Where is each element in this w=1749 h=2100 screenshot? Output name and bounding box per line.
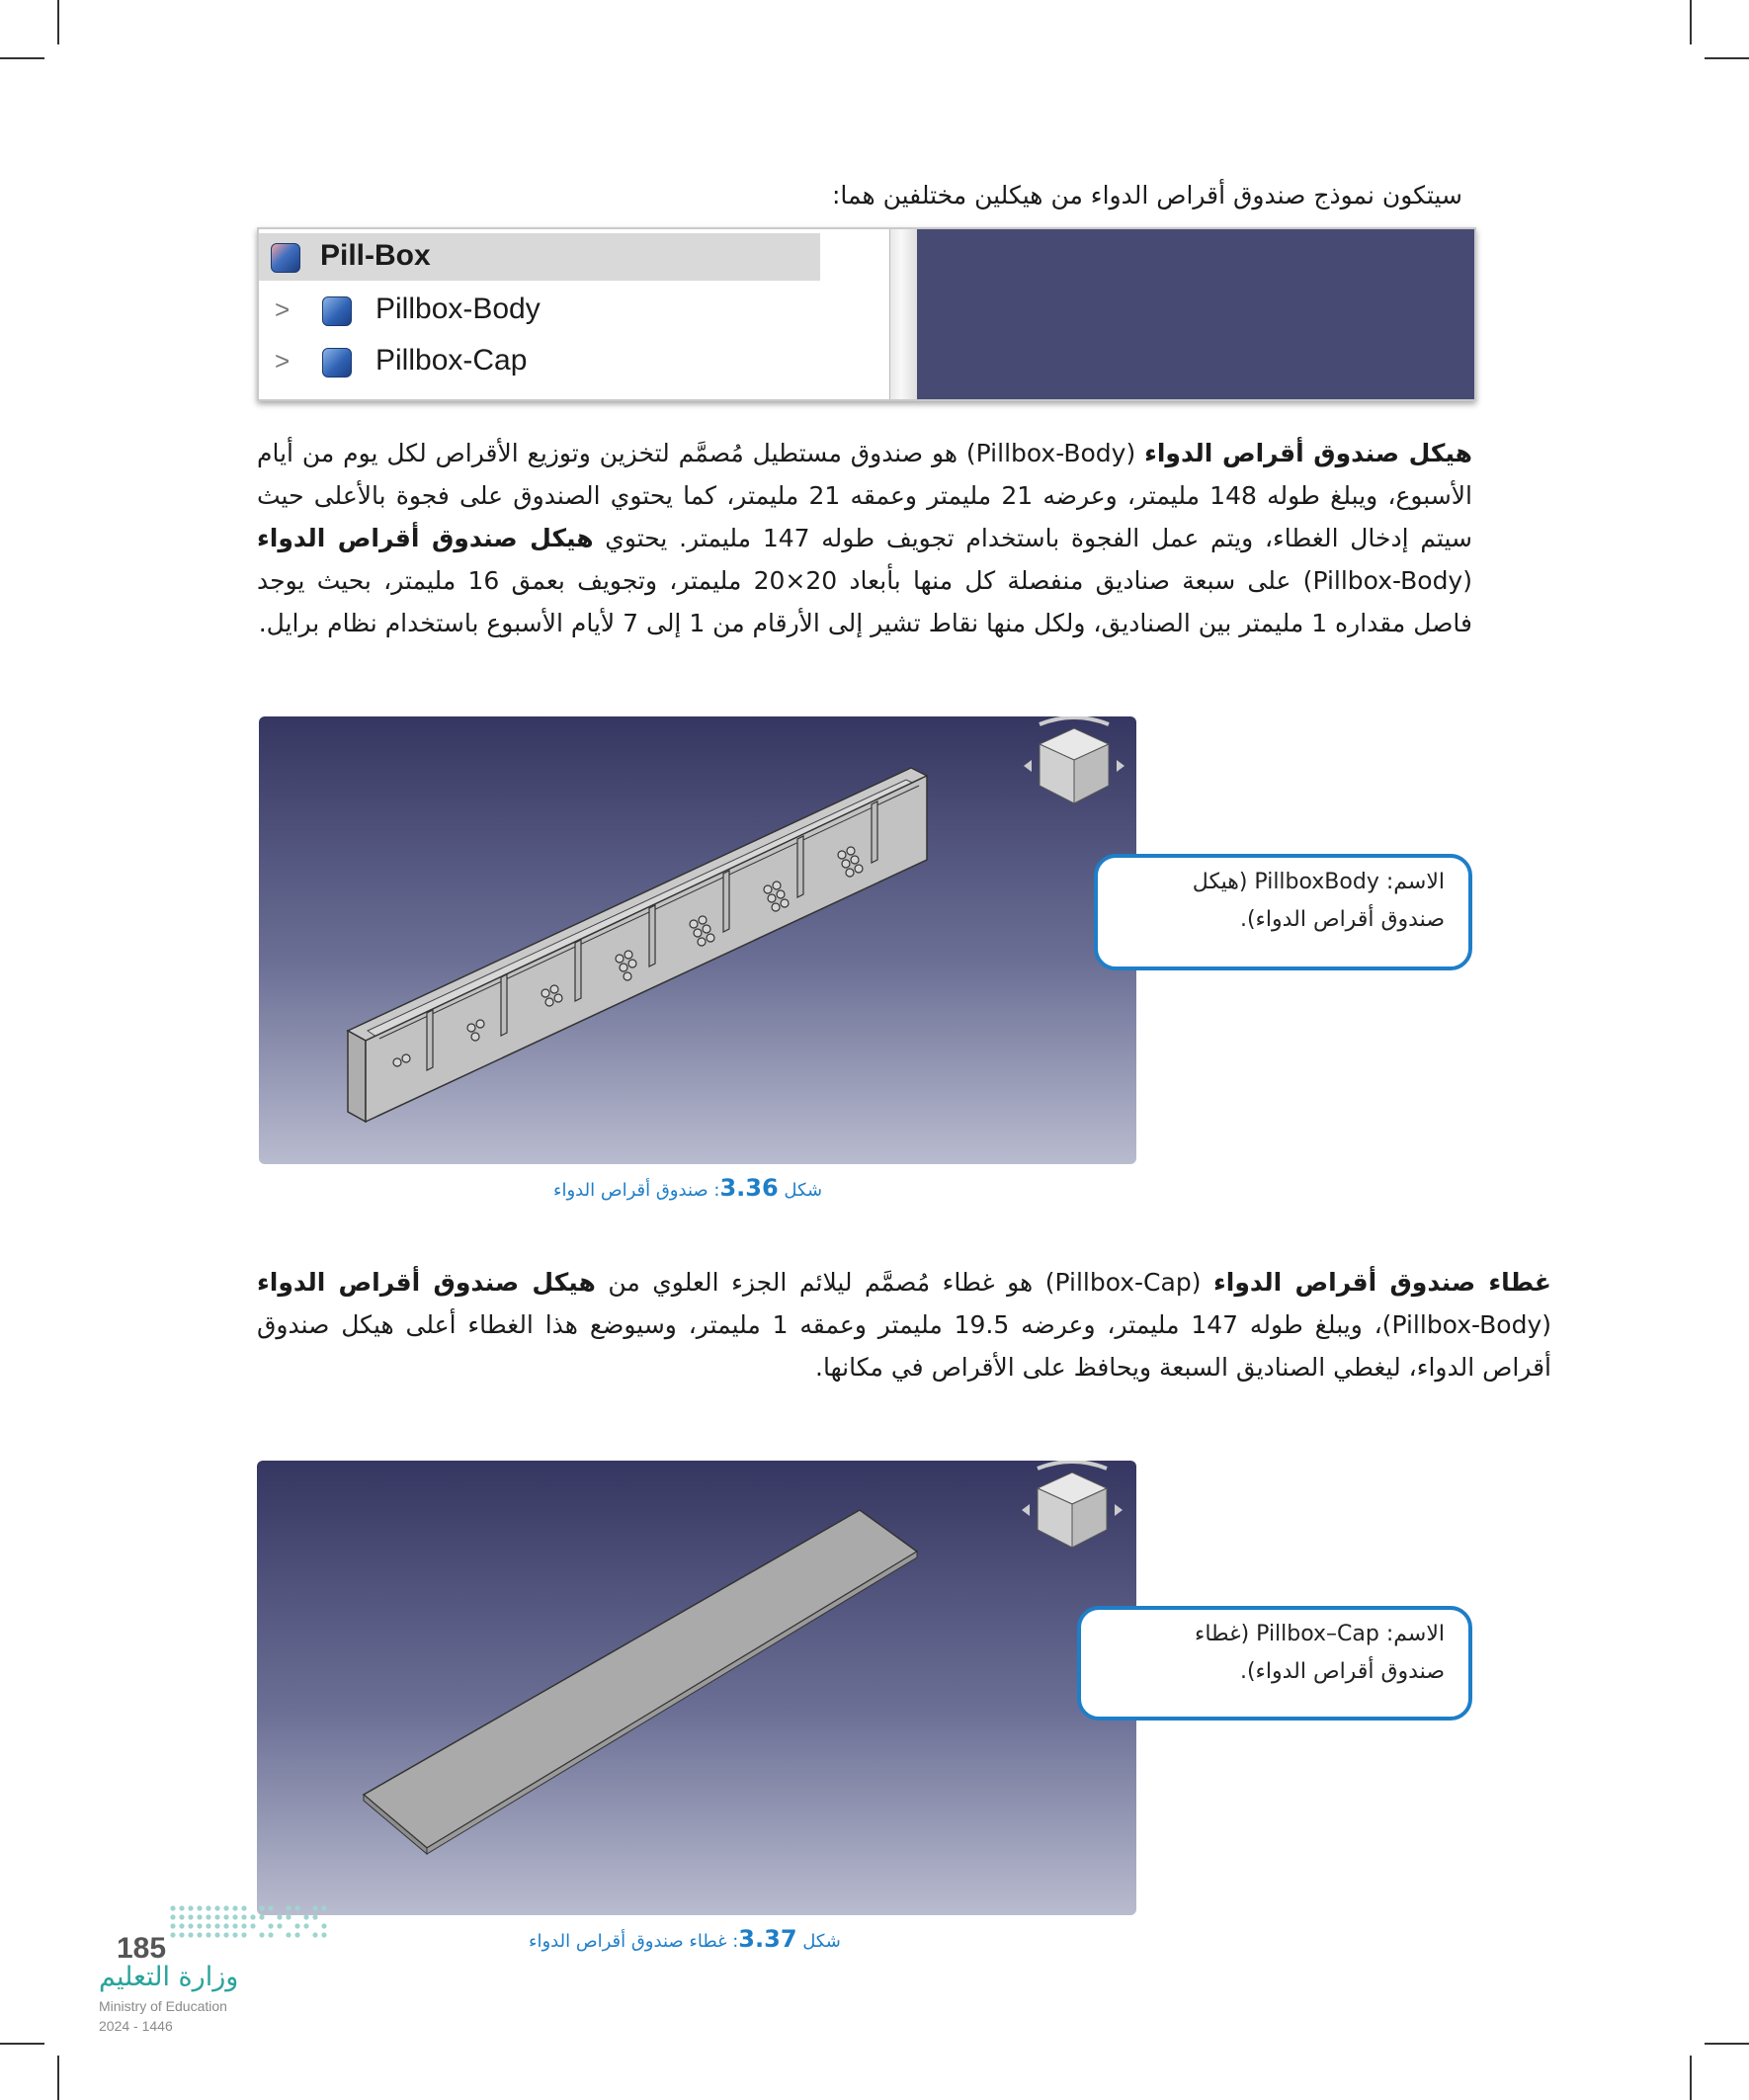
tree-item-label: Pill-Box: [320, 239, 431, 272]
tree-item-pillbox-cap[interactable]: [259, 338, 872, 385]
logo-dot: [241, 1932, 246, 1937]
logo-dot: [223, 1905, 228, 1910]
pillbox-cap-model: [257, 1461, 1136, 1915]
term-bold: هيكل صندوق أقراص الدواء: [257, 1268, 596, 1297]
part-icon: [271, 243, 300, 273]
crop-mark: [0, 2043, 44, 2045]
logo-dot: [241, 1923, 246, 1928]
logo-dot: [286, 1914, 291, 1919]
logo-dot: [223, 1914, 228, 1919]
braille-dot: [847, 847, 855, 855]
braille-dot: [402, 1054, 410, 1062]
braille-dot: [624, 972, 631, 980]
logo-dot: [188, 1905, 193, 1910]
logo-dot: [214, 1923, 219, 1928]
logo-dot: [197, 1905, 202, 1910]
splitter-handle[interactable]: [889, 229, 919, 399]
logo-dot: [170, 1923, 175, 1928]
logo-dot: [170, 1905, 175, 1910]
braille-dot: [851, 856, 859, 864]
tree-item-label: Pillbox-Cap: [375, 344, 528, 377]
term-bold: هيكل صندوق أقراص الدواء: [257, 524, 594, 552]
braille-dot: [842, 860, 850, 868]
caption-text: : صندوق أقراص الدواء: [553, 1180, 720, 1201]
braille-dot: [699, 916, 707, 924]
ministry-name-en: Ministry of Education: [99, 1998, 227, 2014]
logo-dot: [197, 1923, 202, 1928]
braille-dot: [550, 985, 558, 993]
chevron-right-icon[interactable]: >: [275, 346, 291, 376]
logo-dot: [214, 1914, 219, 1919]
braille-dot: [694, 929, 702, 937]
logo-dot: [286, 1905, 291, 1910]
logo-dot: [250, 1914, 255, 1919]
caption-prefix: شكل: [778, 1180, 823, 1201]
name-callout-body: [1094, 854, 1472, 970]
logo-dot: [303, 1914, 308, 1919]
braille-dot: [467, 1024, 475, 1032]
braille-dot: [772, 903, 780, 911]
crop-mark: [1690, 0, 1692, 44]
logo-dot: [170, 1914, 175, 1919]
braille-dot: [781, 899, 789, 907]
logo-dot: [214, 1905, 219, 1910]
crop-mark: [57, 2056, 59, 2100]
braille-dot: [625, 951, 632, 959]
intro-text: سيتكون نموذج صندوق أقراص الدواء من هيكلين مختلفين هما:: [831, 181, 1462, 210]
logo-dot: [179, 1914, 184, 1919]
tree-list: [259, 229, 889, 399]
callout-line: الاسم: PillboxBody (هيكل: [1192, 870, 1445, 894]
logo-dot: [321, 1932, 326, 1937]
property-pane: [917, 229, 1474, 399]
term-bold: هيكل صندوق أقراص الدواء: [1144, 439, 1472, 467]
logo-dot: [188, 1923, 193, 1928]
figure-number: 3.36: [719, 1174, 779, 1202]
tree-item-pill-box[interactable]: [259, 233, 820, 281]
navigation-cube-icon[interactable]: [1018, 1461, 1126, 1569]
paragraph-text: (Pillbox-Body)، ويبلغ طوله 147 مليمتر، وعرضه 19.5 مليمتر وعمقه 1 مليمتر، وسيوضع هذا الغطاء أعلى هيكل صندوق أقراص الدواء، ليغطي الصناديق السبعة ويحافظ على الأقراص في مكانها.: [257, 1310, 1552, 1382]
navigation-cube-icon[interactable]: [1020, 716, 1128, 825]
logo-dot: [321, 1923, 326, 1928]
body-icon: [322, 296, 352, 326]
logo-dot: [214, 1932, 219, 1937]
logo-dot: [268, 1923, 273, 1928]
braille-dot: [777, 890, 785, 898]
logo-dot: [206, 1923, 210, 1928]
braille-dot: [764, 885, 772, 893]
crop-mark: [0, 57, 44, 59]
logo-dot: [259, 1914, 264, 1919]
page-number: 185: [117, 1932, 167, 1965]
logo-dot: [188, 1914, 193, 1919]
braille-dot: [554, 994, 562, 1002]
logo-dot: [294, 1923, 299, 1928]
logo-dot: [321, 1905, 326, 1910]
braille-dot: [707, 934, 714, 942]
braille-dot: [855, 865, 863, 873]
braille-dot: [703, 925, 710, 933]
tree-view-panel: [257, 227, 1476, 401]
logo-dot: [223, 1923, 228, 1928]
braille-dot: [545, 998, 553, 1006]
logo-dot: [232, 1932, 237, 1937]
callout-line: الاسم: Pillbox–Cap (غطاء: [1194, 1622, 1445, 1646]
logo-dot: [241, 1905, 246, 1910]
logo-dot: [259, 1905, 264, 1910]
braille-dot: [471, 1033, 479, 1041]
braille-dot: [620, 964, 627, 971]
crop-mark: [1690, 2056, 1692, 2100]
braille-dot: [846, 869, 854, 877]
logo-dot: [250, 1923, 255, 1928]
pillbox-body-model: [259, 716, 1136, 1164]
callout-line: صندوق أقراص الدواء).: [1239, 1659, 1445, 1684]
logo-dot: [206, 1905, 210, 1910]
logo-dot: [232, 1923, 237, 1928]
chevron-right-icon[interactable]: >: [275, 294, 291, 324]
braille-dot: [768, 894, 776, 902]
braille-dot: [476, 1020, 484, 1028]
logo-dot: [206, 1914, 210, 1919]
logo-dot: [294, 1905, 299, 1910]
logo-dot: [188, 1932, 193, 1937]
logo-dot: [197, 1914, 202, 1919]
caption-text: : غطاء صندوق أقراص الدواء: [529, 1931, 739, 1952]
name-callout-cap: [1077, 1606, 1472, 1721]
logo-dot: [206, 1932, 210, 1937]
logo-dot: [277, 1923, 282, 1928]
logo-dot: [241, 1914, 246, 1919]
paragraph-text: (Pillbox-Cap) هو غطاء مُصمَّم ليلائم الجزء العلوي من: [595, 1268, 1213, 1297]
body-paragraph: [257, 432, 1472, 644]
logo-dot: [277, 1914, 282, 1919]
logo-dot: [179, 1923, 184, 1928]
braille-dot: [616, 955, 624, 963]
ministry-name-ar: وزارة التعليم: [99, 1962, 239, 1992]
figure-caption: [553, 1174, 822, 1202]
logo-dot: [286, 1932, 291, 1937]
logo-dot: [312, 1932, 317, 1937]
braille-dot: [773, 882, 781, 889]
logo-dot: [303, 1923, 308, 1928]
braille-dot: [628, 960, 636, 967]
3d-viewport-body[interactable]: [259, 716, 1136, 1164]
logo-dot: [197, 1932, 202, 1937]
crop-mark: [57, 0, 59, 44]
logo-dot: [179, 1905, 184, 1910]
logo-dot: [232, 1914, 237, 1919]
crop-mark: [1705, 2043, 1749, 2045]
logo-dot: [179, 1932, 184, 1937]
term-bold: غطاء صندوق أقراص الدواء: [1212, 1268, 1551, 1297]
crop-mark: [1705, 57, 1749, 59]
logo-dot: [294, 1932, 299, 1937]
braille-dot: [690, 920, 698, 928]
body-icon: [322, 348, 352, 378]
braille-dot: [838, 851, 846, 859]
braille-dot: [698, 938, 706, 946]
logo-dot: [268, 1905, 273, 1910]
logo-dot: [170, 1932, 175, 1937]
logo-dot: [223, 1932, 228, 1937]
callout-line: صندوق أقراص الدواء).: [1239, 907, 1445, 932]
braille-dot: [541, 989, 549, 997]
logo-dot: [312, 1905, 317, 1910]
caption-prefix: شكل: [796, 1931, 841, 1952]
academic-year: 2024 - 1446: [99, 2018, 173, 2034]
logo-dot: [312, 1914, 317, 1919]
figure-caption: [529, 1925, 841, 1953]
logo-dot: [268, 1932, 273, 1937]
3d-viewport-cap[interactable]: [257, 1461, 1136, 1915]
braille-dot: [393, 1058, 401, 1066]
logo-dot: [232, 1905, 237, 1910]
figure-number: 3.37: [738, 1925, 797, 1953]
tree-item-label: Pillbox-Body: [375, 293, 541, 325]
logo-dot: [259, 1932, 264, 1937]
paragraph-text: (Pillbox-Body) على سبعة صناديق منفصلة كل منها بأبعاد 20×20 مليمتر، وتجويف بعمق 16 مليمتر، بحيث يوجد فاصل مقداره 1 مليمتر بين الصناديق، ولكل منها نقاط تشير إلى الأرقام من 1 إلى 7 لأيام الأسبوع باستخدام نظام برايل.: [257, 566, 1472, 637]
tree-item-pillbox-body[interactable]: [259, 287, 872, 334]
body-paragraph: [257, 1261, 1551, 1388]
paragraph-text: (Pillbox-Body) هو صندوق مستطيل مُصمَّم لتخزين وتوزيع الأقراص لكل يوم من أيام الأسبوع، ويبلغ طوله 148 مليمتر، وعرضه 21 مليمتر وعمقه 21 مليمتر، كما يحتوي الصندوق على فجوة بالأعلى حيث سيتم إدخال الغطاء، ويتم عمل الفجوة باستخدام تجويف طوله 147 مليمتر. يحتوي: [257, 439, 1473, 552]
